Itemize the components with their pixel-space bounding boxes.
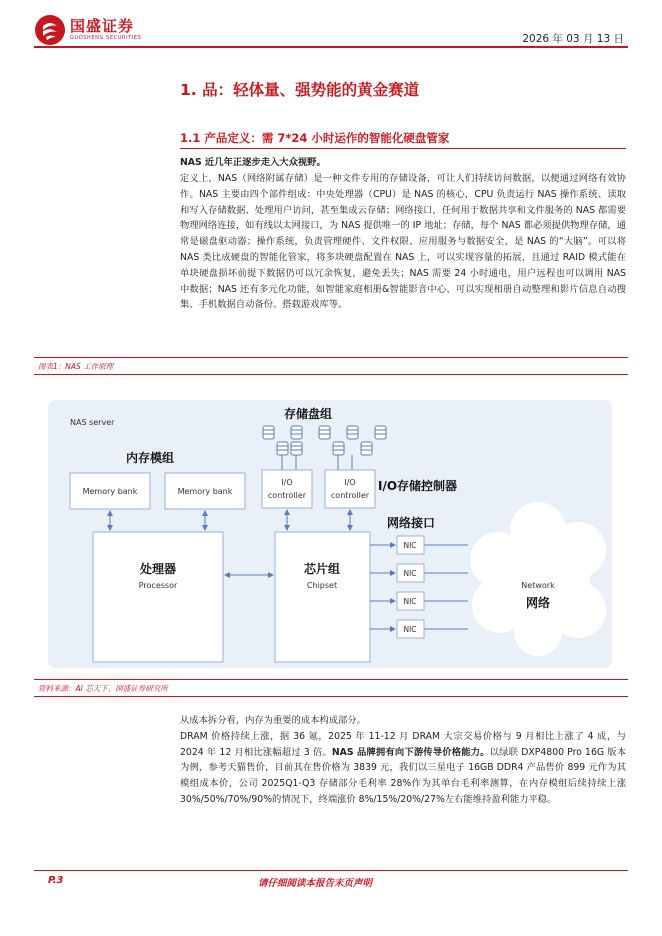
subsection-divider bbox=[180, 148, 626, 149]
figure-bottom-divider bbox=[34, 679, 628, 680]
figure-caption-divider bbox=[34, 374, 628, 375]
svg-text:Chipset: Chipset bbox=[306, 581, 338, 590]
server-label: NAS server bbox=[70, 418, 115, 427]
chipset-box bbox=[275, 532, 370, 662]
report-date: 2026 年 03 月 13 日 bbox=[522, 33, 624, 45]
guosheng-logo-icon bbox=[34, 14, 66, 46]
svg-text:Processor: Processor bbox=[138, 581, 178, 590]
page-number: P.3 bbox=[48, 875, 64, 886]
footer-disclaimer: 请仔细阅读本报告末页声明 bbox=[258, 878, 373, 889]
nas-diagram bbox=[48, 400, 612, 668]
figure-top-divider bbox=[34, 357, 628, 358]
header-divider bbox=[34, 46, 628, 48]
svg-text:NIC: NIC bbox=[403, 541, 417, 550]
logo-name-cn: 国盛证券 bbox=[70, 17, 135, 35]
company-logo bbox=[34, 14, 141, 46]
io-controller-1 bbox=[262, 470, 312, 508]
io-controller-2 bbox=[325, 470, 375, 508]
lead-sentence: NAS 近几年正逐步走入大众视野。 bbox=[180, 157, 326, 168]
processor-box bbox=[93, 532, 223, 662]
cost-paragraph bbox=[180, 713, 626, 808]
svg-text:controller: controller bbox=[330, 491, 370, 500]
io-storage-controller-label: I/O存储控制器 bbox=[378, 479, 458, 493]
cost-bold-claim: NAS 品牌拥有向下游传导价格能力。 bbox=[331, 746, 490, 758]
svg-text:芯片组: 芯片组 bbox=[303, 562, 341, 576]
section-heading: 1. 品：轻体量、强势能的黄金赛道 bbox=[180, 81, 420, 99]
network-label-cn: 网络 bbox=[525, 596, 551, 610]
subsection-heading: 1.1 产品定义：需 7*24 小时运作的智能化硬盘管家 bbox=[180, 131, 450, 145]
network-label-en: Network bbox=[521, 581, 555, 590]
svg-text:处理器: 处理器 bbox=[139, 562, 177, 576]
svg-text:NIC: NIC bbox=[403, 625, 417, 634]
source-divider bbox=[34, 696, 628, 697]
storage-group-label: 存储盘组 bbox=[284, 407, 333, 421]
logo-name-en: GUOSHENG SECURITIES bbox=[70, 35, 142, 41]
memory-group-label: 内存模组 bbox=[126, 451, 175, 465]
svg-text:Memory bank: Memory bank bbox=[177, 487, 233, 496]
svg-text:I/O: I/O bbox=[281, 478, 293, 487]
svg-text:I/O: I/O bbox=[344, 478, 356, 487]
svg-text:controller: controller bbox=[267, 491, 307, 500]
cost-intro: 从成本拆分看，内存为重要的成本构成部分。 bbox=[180, 715, 366, 726]
definition-paragraph: 定义上，NAS（网络附属存储）是一种文件专用的存储设备，可让人们持续访问数据，以便通过网络有效协作。NAS 主要由四个部件组成：中央处理器（CPU）是 NAS 的核心，CPU 负责运行 NAS 操作系统、读取和写入存储数据、处理用户访问，甚至集成云存储；网络接口，任何用于数据共享和文件服务的 NAS 都需要物理网络连接，如有线以太网接口，为 NAS 提供唯一的 IP 地址；存储，每个 NAS 都必须提供物理存储，通常是磁盘驱动器；操作系统，负责管理硬件、文件权限、应用服务与数据安全，是 NAS 的“大脑”。可以将 NAS 类比成硬盘的智能化管家，将多块硬盘配置在 NAS 上，可以实现容量的拓展，且通过 RAID 模式能在单块硬盘损坏前提下数据仍可以冗余恢复，避免丢失；NAS 需要 24 小时通电，用户远程也可以调用 NAS 中数据；NAS 还有多元化功能，如智能家庭相册&智能影音中心、可以实现相册自动整理和影片信息自动搜集、手机数据自动备份、搭载游戏库等。 bbox=[180, 173, 626, 311]
svg-text:Memory bank: Memory bank bbox=[82, 487, 138, 496]
svg-text:NIC: NIC bbox=[403, 597, 417, 606]
figure-caption: 图表1：NAS 工作原理 bbox=[38, 362, 114, 371]
network-interface-label: 网络接口 bbox=[387, 516, 436, 530]
footer-divider bbox=[34, 870, 628, 871]
cost-body: DRAM 价格持续上涨，据 36 氪，2025 年 11-12 月 DRAM 大宗交易价格与 9 月相比上涨了 4 成，与 2024 年 12 月相比涨幅超过 3 倍。NAS 品牌拥有向下游传导价格能力。以绿联 DXP4800 Pro 16G 版本为例，参考天猫售价，目前其在售价格为 3839 元，我们以三星电子 16GB DDR4 产品售价 899 元作为其模组成本价，公司 2025Q1-Q3 存储部分毛利率 28%作为其单台毛利率测算，在内存模组后续持续上涨 30%/50%/70%/90%的情况下，终端涨价 8%/15%/20%/27%左右能维持盈利能力平稳。 bbox=[180, 730, 626, 805]
svg-text:NIC: NIC bbox=[403, 569, 417, 578]
figure-source: 资料来源：AI 芯天下、国盛证券研究所 bbox=[38, 684, 168, 693]
